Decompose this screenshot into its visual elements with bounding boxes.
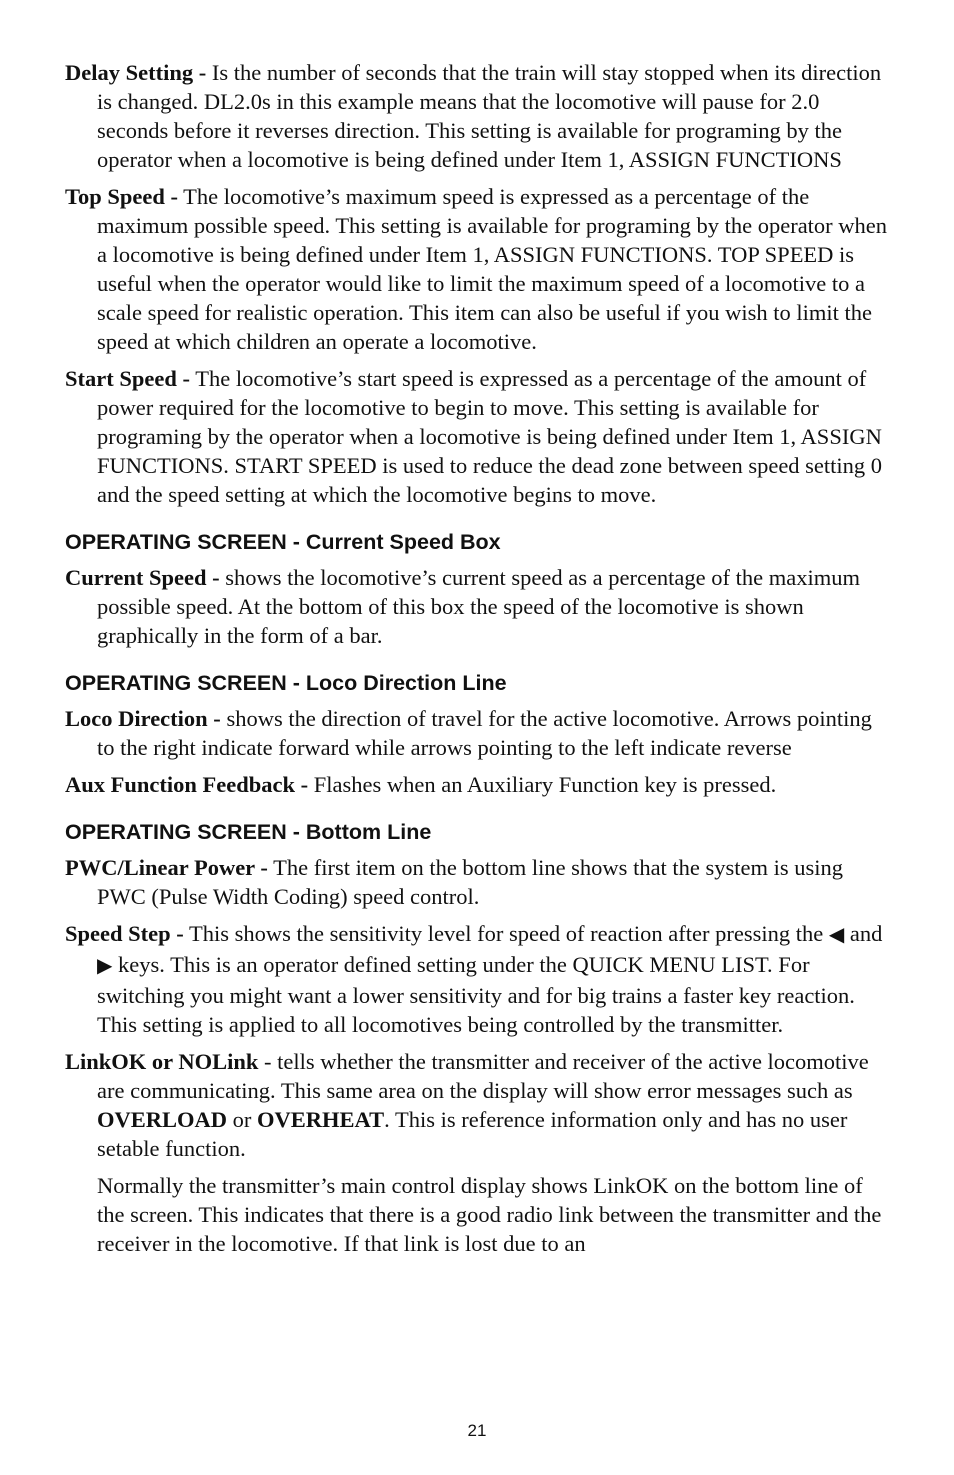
- desc-start-speed: The locomotive’s start speed is expressed as a percentage of the amount of power required for the locomotive to begin to move. This setting is available for programing by the operator when a locomotive is being defined under Item 1, ASSIGN FUNCTIONS. START SPEED is used to reduce the dead zone between speed setting 0 and the speed setting at which the locomotive begins to move.: [97, 366, 883, 507]
- definition-loco-direction: [65, 704, 895, 762]
- definition-link-status: [65, 1047, 895, 1163]
- term-current-speed: Current Speed -: [65, 565, 220, 590]
- page-number: 21: [467, 1421, 487, 1440]
- desc-aux-function-feedback: Flashes when an Auxiliary Function key is pressed.: [308, 772, 777, 797]
- desc-link-part1: - tells whether the transmitter and receiver of the active locomotive are communicating. This same area on the display will show error messages such as: [97, 1049, 869, 1103]
- definition-top-speed: [65, 182, 895, 356]
- term-delay-setting: Delay Setting -: [65, 60, 207, 85]
- definition-start-speed: [65, 364, 895, 509]
- term-loco-direction: Loco Direction -: [65, 706, 221, 731]
- link-continuation-paragraph: Normally the transmitter’s main control display shows LinkOK on the bottom line of the screen. This indicates that there is a good radio link between the transmitter and the receiver in the locomotive. If that link is lost due to an: [97, 1173, 882, 1256]
- term-speed-step: Speed Step -: [65, 921, 184, 946]
- overload-label: OVERLOAD: [97, 1107, 228, 1132]
- definition-current-speed: [65, 563, 895, 650]
- desc-delay-setting: Is the number of seconds that the train will stay stopped when its direction is changed. DL2.0s in this example means that the locomotive will pause for 2.0 seconds before it reverses direction. This setting is available for programing by the operator when a locomotive is being defined under Item 1, ASSIGN FUNCTIONS: [97, 60, 882, 172]
- definition-aux-function-feedback: [65, 770, 895, 799]
- desc-pwc-linear-power: The first item on the bottom line shows that the system is using PWC (Pulse Width Coding) speed control.: [97, 855, 844, 909]
- page-content: [65, 58, 895, 1258]
- desc-speed-step-part1: This shows the sensitivity level for speed of reaction after pressing the: [183, 921, 829, 946]
- term-top-speed: Top Speed -: [65, 184, 178, 209]
- definition-pwc-linear-power: [65, 853, 895, 911]
- desc-current-speed: shows the locomotive’s current speed as a percentage of the maximum possible speed. At the bottom of this box the speed of the locomotive is shown graphically in the form of a bar.: [97, 565, 861, 648]
- definition-delay-setting: [65, 58, 895, 174]
- desc-top-speed: The locomotive’s maximum speed is expressed as a percentage of the maximum possible speed. This setting is available for programing by the operator when a locomotive is being defined under Item 1, ASSIGN FUNCTIONS. TOP SPEED is useful when the operator would like to limit the maximum speed of a locomotive to a scale speed for realistic operation. This item can also be useful if you wish to limit the speed at which children an operate a locomotive.: [97, 184, 888, 354]
- heading-bottom-line: OPERATING SCREEN - Bottom Line: [65, 820, 432, 844]
- right-arrow-icon: ▶: [97, 955, 113, 977]
- term-link-status: LinkOK or NOLink: [65, 1049, 259, 1074]
- overheat-label: OVERHEAT: [257, 1107, 385, 1132]
- heading-loco-direction-line: OPERATING SCREEN - Loco Direction Line: [65, 671, 507, 695]
- term-start-speed: Start Speed -: [65, 366, 190, 391]
- definition-speed-step: [65, 919, 895, 1039]
- left-arrow-icon: ◀: [828, 924, 845, 946]
- term-aux-function-feedback: Aux Function Feedback -: [65, 772, 309, 797]
- desc-loco-direction: shows the direction of travel for the active locomotive. Arrows pointing to the right indicate forward while arrows pointing to the left indicate reverse: [97, 706, 872, 760]
- desc-speed-step-part2: and: [844, 921, 883, 946]
- heading-current-speed-box: OPERATING SCREEN - Current Speed Box: [65, 530, 501, 554]
- term-pwc-linear-power: PWC/Linear Power -: [65, 855, 268, 880]
- desc-link-part3: . This is reference information only and has no user setable function.: [97, 1107, 848, 1161]
- desc-speed-step-part3: keys. This is an operator defined setting under the QUICK MENU LIST. For switching you might want a lower sensitivity and for big trains a faster key reaction. This setting is applied to all locomotives being controlled by the transmitter.: [97, 952, 855, 1037]
- desc-link-part2: or: [227, 1107, 258, 1132]
